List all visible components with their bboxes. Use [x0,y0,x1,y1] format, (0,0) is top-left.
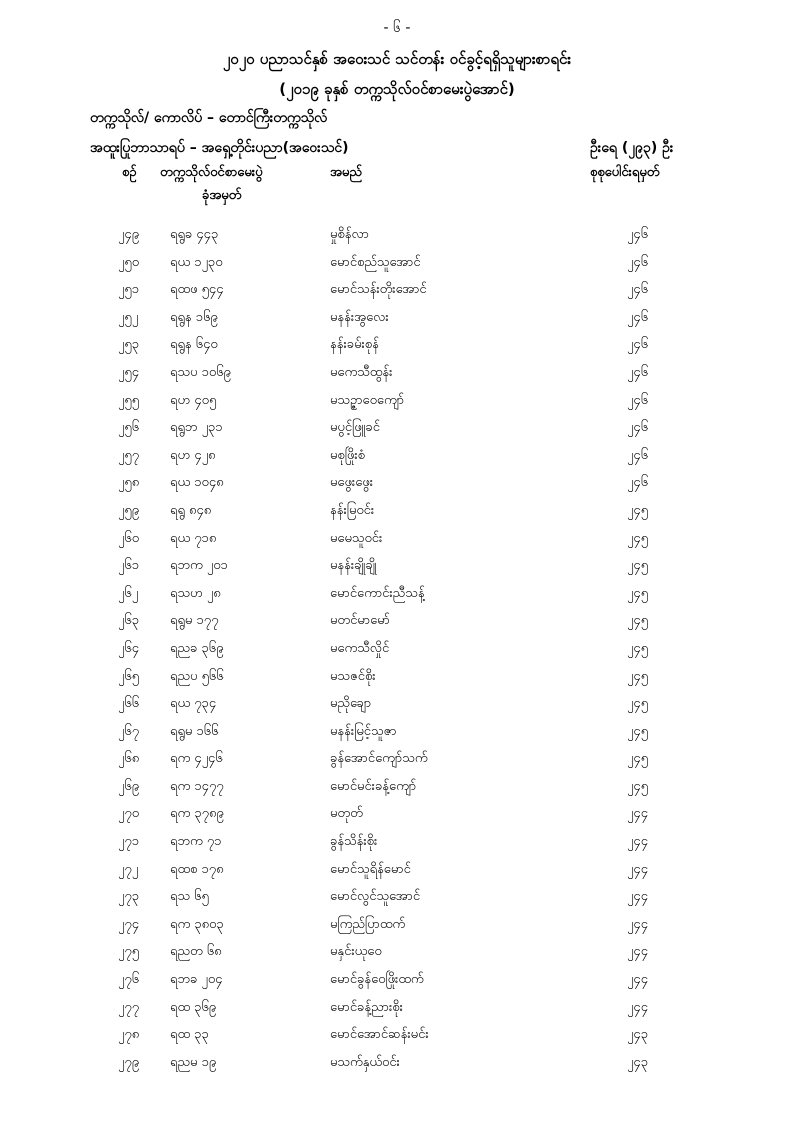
student-name: မကေသီထွန်း [330,364,393,380]
total-marks: ၂၄၆ [627,309,649,325]
student-name: မပွင့်ဖြူခင် [330,420,380,436]
total-marks: ၂၄၆ [627,420,649,436]
student-name: မောင်အောင်ဆန်းမင်း [330,1027,429,1043]
exam-seat-number: ရဘက ၂၀၁ [170,558,228,574]
exam-seat-number: ရယ ၇၁၈ [170,530,217,546]
total-marks: ၂၄၃ [627,1027,649,1043]
row-number: ၂၅၇ [118,447,140,463]
row-number: ၂၆၁ [118,558,140,574]
student-name: မောင်ကောင်းညီသန့် [330,585,425,601]
table-row [0,250,794,278]
table-row [0,498,794,526]
student-name: မနန်းမြင့်သူဇာ [330,723,397,739]
total-marks: ၂၄၆ [627,337,649,353]
student-name: မတင်မာမော် [330,613,390,629]
exam-seat-number: ရရွ ၈၄၈ [170,502,212,518]
student-name: မောင်သူရိန်မောင် [330,861,411,877]
table-row [0,526,794,554]
row-number: ၂၆၀ [118,530,140,546]
document-title: ၂၀၂၀ ပညာသင်နှစ် အဝေးသင် သင်တန်း ဝင်ခွင့်ရရှိသူများစာရင်း [222,50,572,68]
header-exam: တက္ကသိုလ်ဝင်စာမေးပွဲ [160,165,263,180]
row-number: ၂၇၃ [118,889,140,905]
student-name: မောင်လွင်သူအောင် [330,889,421,905]
total-marks: ၂၄၄ [627,889,649,905]
row-number: ၂၇၄ [118,916,140,932]
row-number: ၂၅၃ [118,337,140,353]
row-number: ၂၆၅ [118,668,140,684]
row-number: ၂၇၂ [118,861,139,877]
row-number: ၂၇၅ [118,944,140,960]
table-row [0,222,794,250]
exam-seat-number: ရရွမ ၁၇၇ [170,613,219,629]
row-number: ၂၄၉ [118,227,140,242]
exam-seat-number: ရယ ၁၀၄၈ [170,475,224,491]
table-row [0,719,794,747]
exam-seat-number: ရဘက ၇၁ [170,834,222,850]
table-row [0,774,794,802]
table-row [0,415,794,443]
total-marks: ၂၄၆ [627,364,649,380]
row-number: ၂၅၀ [118,254,140,270]
row-number: ၂၇၁ [118,834,140,850]
table-row [0,470,794,498]
student-name: မနန်းချိုချို [330,558,377,574]
table-row [0,388,794,416]
row-number: ၂၅၅ [118,392,140,408]
total-marks: ၂၄၆ [627,254,649,270]
row-number: ၂၅၂ [118,309,139,325]
total-marks: ၂၄၅ [627,668,649,684]
student-name: မောင်မင်းခန့်ကျော် [330,778,417,794]
total-marks: ၂၄၄ [627,999,649,1015]
total-marks: ၂၄၄ [627,861,649,877]
table-row [0,1050,794,1078]
table-row [0,332,794,360]
exam-seat-number: ရယ ၁၂၃၀ [170,254,223,270]
total-marks: ၂၄၅ [627,502,649,518]
table-row [0,912,794,940]
row-number: ၂၅၉ [118,502,140,518]
exam-seat-number: ရရွခ ၄၄၃ [170,227,219,242]
exam-seat-number: ရယ ၇၃၄ [170,696,217,712]
total-marks: ၂၄၅ [627,558,649,574]
major-line: အထူးပြုဘာသာရပ် – အရှေ့တိုင်းပညာ(အဝေးသင်) [90,140,349,156]
table-row [0,857,794,885]
row-number: ၂၆၆ [118,696,140,712]
exam-seat-number: ရရွမ ၁၆၆ [170,723,219,739]
table-row [0,939,794,967]
exam-seat-number: ရသ ၆၅ [170,889,209,905]
student-name: မမေသူဝင်း [330,530,383,546]
exam-seat-number: ရဟ ၄၀၅ [170,392,217,408]
total-marks: ၂၄၆ [627,447,649,463]
total-marks: ၂၄၅ [627,585,649,601]
row-number: ၂၇၀ [118,806,140,822]
exam-seat-number: ရညမ ၁၉ [170,1054,217,1070]
exam-seat-number: ရသပ ၁၀၆၉ [170,364,231,380]
table-row [0,553,794,581]
total-marks: ၂၄၆ [627,475,649,491]
student-name: မောင်ခန့်ညားစိုး [330,999,403,1015]
exam-seat-number: ရထ ၃၆၉ [170,999,217,1015]
row-number: ၂၇၉ [118,1054,140,1070]
table-row [0,995,794,1023]
row-number: ၂၆၈ [118,751,140,767]
student-name: မကေသီလှိုင် [330,640,390,656]
row-number: ၂၇၈ [118,1027,140,1043]
total-marks: ၂၄၄ [627,916,649,932]
student-name: မသက်နှယ်ဝင်း [330,1054,400,1070]
student-name: မစုဖြိုးစံ [330,447,365,463]
student-name: ခွန်သိန်းစိုး [330,834,378,850]
total-marks: ၂၄၅ [627,751,649,767]
row-number: ၂၅၄ [118,364,140,380]
total-count: ဦးရေ (၂၉၃) ဦး [590,140,674,156]
row-number: ၂၆၇ [118,723,140,739]
results-table [0,222,794,1077]
document-subtitle: (၂၀၁၉ ခုနှစ် တက္ကသိုလ်ဝင်စာမေးပွဲအောင်) [279,80,515,98]
total-marks: ၂၄၅ [627,530,649,546]
exam-seat-number: ရက ၁၄၇၇ [170,778,224,794]
row-number: ၂၆၃ [118,613,140,629]
table-row [0,636,794,664]
total-marks: ၂၄၄ [627,806,649,822]
row-number: ၂၆၉ [118,778,140,794]
row-number: ၂၆၂ [118,585,139,601]
student-name: မောင်သန်းတိုးအောင် [330,282,427,298]
table-row [0,277,794,305]
exam-seat-number: ရက ၃၈၀၃ [170,916,224,932]
exam-seat-number: ရဟ ၄၂၈ [170,447,216,463]
student-name: မောင်စည်သူအောင် [330,254,421,270]
student-name: မနှင်းယုဝေ [330,944,382,960]
student-name: မကြည်ပြာထက် [330,916,406,932]
total-marks: ၂၄၄ [627,944,649,960]
table-row [0,360,794,388]
exam-seat-number: ရထဖ ၅၄၄ [170,282,224,298]
total-marks: ၂၄၅ [627,640,649,656]
exam-seat-number: ရညတ ၆၈ [170,944,222,960]
table-row [0,829,794,857]
header-name: အမည် [330,165,362,180]
total-marks: ၂၄၆ [627,392,649,408]
table-row [0,443,794,471]
university-line: တက္ကသိုလ်/ ကောလိပ် – တောင်ကြီးတက္ကသိုလ် [90,110,328,126]
total-marks: ၂၄၃ [627,1054,649,1070]
table-row [0,801,794,829]
row-number: ၂၅၁ [118,282,140,298]
student-name: ခွန်အောင်ကျော်သက် [330,751,428,767]
exam-seat-number: ရထ ၃၃ [170,1027,209,1043]
total-marks: ၂၄၅ [627,723,649,739]
table-row [0,1022,794,1050]
table-row [0,608,794,636]
row-number: ၂၅၆ [118,420,140,436]
table-row [0,664,794,692]
row-number: ၂၅၈ [118,475,140,491]
total-marks: ၂၄၄ [627,972,649,988]
student-name: မနန်းအွလေး [330,309,389,325]
exam-seat-number: ရက ၃၇၈၉ [170,806,224,822]
student-name: မသဇင်စိုး [330,668,376,684]
exam-seat-number: ရရွဘ ၂၃၁ [170,420,223,436]
total-marks: ၂၄၆ [627,227,649,242]
total-marks: ၂၄၄ [627,834,649,850]
exam-seat-number: ရဘခ ၂၀၄ [170,972,223,988]
header-reg: စုစုပေါင်းရမှတ် [590,165,660,180]
total-marks: ၂၄၅ [627,696,649,712]
table-row [0,581,794,609]
exam-seat-number: ရသဟ ၂၈ [170,585,221,601]
table-row [0,746,794,774]
exam-seat-number: ရထစ ၁၇၈ [170,861,224,877]
table-row [0,691,794,719]
student-name: မှုစိန်လာ [330,227,369,242]
total-marks: ၂၄၅ [627,613,649,629]
table-row [0,305,794,333]
table-row [0,967,794,995]
exam-seat-number: ရရွန ၁၆၉ [170,309,218,325]
student-name: မောင်ခွန်ဝေဖြိုးထက် [330,972,424,988]
student-name: မသဥ္ဇာဝေကျော် [330,392,405,408]
header-exam-line2: ခုံအမှတ် [202,188,242,203]
row-number: ၂၇၆ [118,972,140,988]
row-number: ၂၆၄ [118,640,140,656]
student-name: နန်းမြဝင်း [330,502,375,518]
student-name: မတုတ် [330,806,363,822]
row-number: ၂၇၇ [118,999,140,1015]
exam-seat-number: ရညပ ၅၆၆ [170,668,224,684]
student-name: နန်းခမ်းစုန် [330,337,379,353]
header-no: စဉ် [122,165,137,180]
table-row [0,884,794,912]
page-number: - ၆ - [383,20,411,36]
total-marks: ၂၄၅ [627,778,649,794]
exam-seat-number: ရညခ ၃၆၉ [170,640,224,656]
student-name: မဖွေးဖွေး [330,475,373,491]
student-name: မညိုချော [330,696,372,712]
total-marks: ၂၄၆ [627,282,649,298]
exam-seat-number: ရက ၄၂၄၆ [170,751,223,767]
exam-seat-number: ရရွန ၆၄၀ [170,337,218,353]
